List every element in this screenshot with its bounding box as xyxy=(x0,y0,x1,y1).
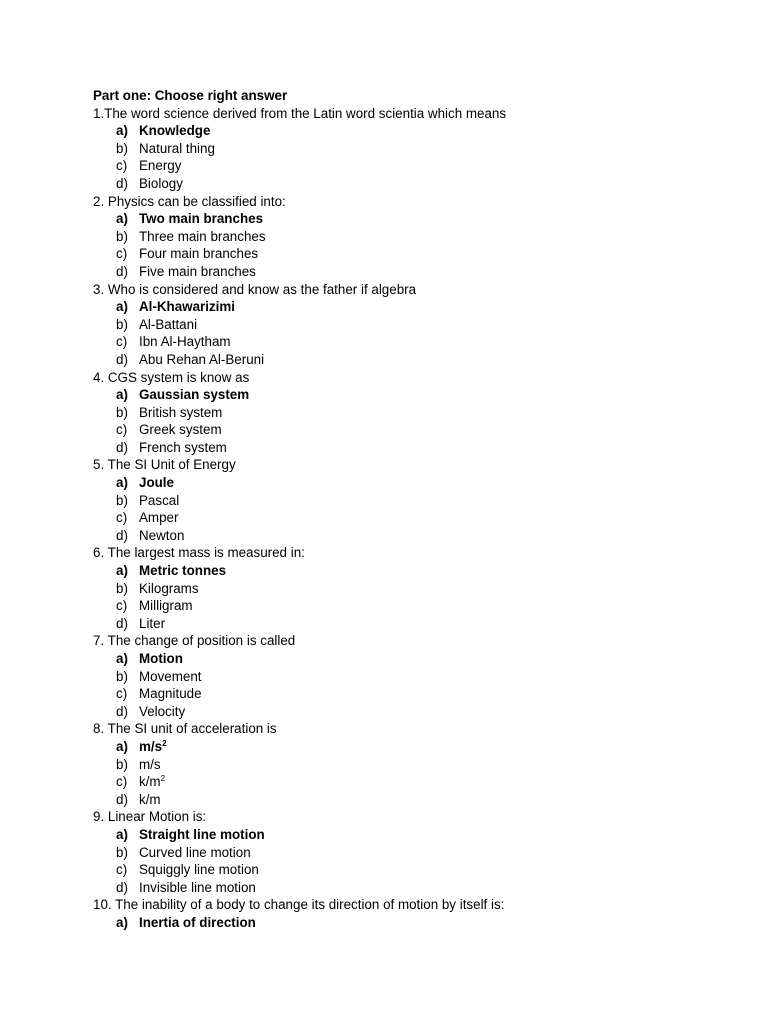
option-letter: c) xyxy=(116,598,128,614)
option-text: Velocity xyxy=(139,703,186,719)
option-letter: a) xyxy=(116,475,128,491)
option-text: Joule xyxy=(139,475,174,491)
answer-option xyxy=(93,492,733,510)
option-letter: a) xyxy=(116,211,128,227)
option-text: Milligram xyxy=(139,598,193,614)
answer-option xyxy=(93,756,733,774)
answer-option xyxy=(93,773,733,791)
option-letter: a) xyxy=(116,299,128,315)
answer-option-correct xyxy=(93,738,733,756)
option-letter: c) xyxy=(116,334,128,350)
option-text: Newton xyxy=(139,527,185,543)
option-text: Metric tonnes xyxy=(139,563,227,579)
option-text: Abu Rehan Al-Beruni xyxy=(139,351,265,367)
question-list xyxy=(93,105,733,932)
question-text: 7. The change of position is called xyxy=(93,633,296,649)
option-letter: d) xyxy=(116,879,128,895)
option-text: Pascal xyxy=(139,492,180,508)
section-heading: Part one: Choose right answer xyxy=(93,88,288,103)
answer-option xyxy=(93,685,733,703)
answer-option xyxy=(93,157,733,175)
option-text: Ibn Al-Haytham xyxy=(139,334,231,350)
answer-option xyxy=(93,333,733,351)
option-text: Kilograms xyxy=(139,580,199,596)
option-letter: a) xyxy=(116,123,128,139)
option-letter: d) xyxy=(116,175,128,191)
option-text: Movement xyxy=(139,668,202,684)
option-letter: b) xyxy=(116,140,128,156)
option-text: Knowledge xyxy=(139,123,211,139)
option-letter: d) xyxy=(116,263,128,279)
option-text: Two main branches xyxy=(139,211,264,227)
answer-option xyxy=(93,527,733,545)
option-text: Gaussian system xyxy=(139,387,250,403)
answer-option-correct xyxy=(93,562,733,580)
option-letter: c) xyxy=(116,774,128,790)
question-text: 2. Physics can be classified into: xyxy=(93,193,286,209)
option-text: Inertia of direction xyxy=(139,914,256,930)
option-text: k/m xyxy=(139,774,161,790)
answer-option-correct xyxy=(93,210,733,228)
option-letter: a) xyxy=(116,914,128,930)
option-superscript: 2 xyxy=(162,738,167,748)
option-letter: b) xyxy=(116,756,128,772)
option-text: Five main branches xyxy=(139,263,256,279)
answer-option xyxy=(93,421,733,439)
option-text: Greek system xyxy=(139,422,222,438)
option-text: Natural thing xyxy=(139,140,215,156)
option-letter: d) xyxy=(116,615,128,631)
answer-option xyxy=(93,509,733,527)
answer-option xyxy=(93,404,733,422)
option-text: Magnitude xyxy=(139,686,202,702)
option-text: Al-Khawarizimi xyxy=(139,299,235,315)
answer-option xyxy=(93,844,733,862)
answer-option xyxy=(93,615,733,633)
option-letter: b) xyxy=(116,404,128,420)
question-text: 5. The SI Unit of Energy xyxy=(93,457,236,473)
answer-option xyxy=(93,791,733,809)
answer-option xyxy=(93,228,733,246)
option-letter: c) xyxy=(116,510,128,526)
option-letter: a) xyxy=(116,387,128,403)
option-letter: c) xyxy=(116,422,128,438)
option-letter: b) xyxy=(116,668,128,684)
option-letter: b) xyxy=(116,316,128,332)
option-letter: a) xyxy=(116,826,128,842)
question-text: 6. The largest mass is measured in: xyxy=(93,545,305,561)
answer-option xyxy=(93,316,733,334)
answer-option xyxy=(93,140,733,158)
option-letter: c) xyxy=(116,686,128,702)
answer-option xyxy=(93,703,733,721)
option-text: Three main branches xyxy=(139,228,266,244)
option-letter: a) xyxy=(116,563,128,579)
option-text: Straight line motion xyxy=(139,826,265,842)
option-letter: d) xyxy=(116,351,128,367)
option-text: Energy xyxy=(139,158,182,174)
option-text: British system xyxy=(139,404,223,420)
option-text: Biology xyxy=(139,175,183,191)
question-text: 4. CGS system is know as xyxy=(93,369,250,385)
option-letter: c) xyxy=(116,862,128,878)
option-letter: d) xyxy=(116,527,128,543)
answer-option xyxy=(93,351,733,369)
option-text: m/s xyxy=(139,756,161,772)
answer-option xyxy=(93,879,733,897)
option-letter: a) xyxy=(116,738,128,754)
option-text: Squiggly line motion xyxy=(139,862,259,878)
option-letter: c) xyxy=(116,158,128,174)
option-letter: a) xyxy=(116,651,128,666)
document-content xyxy=(93,87,733,932)
option-text: Al-Battani xyxy=(139,316,198,332)
option-text: Curved line motion xyxy=(139,844,251,860)
answer-option-correct xyxy=(93,122,733,140)
question-text: 3. Who is considered and know as the father if algebra xyxy=(93,281,417,297)
option-letter: b) xyxy=(116,228,128,244)
question-text: 8. The SI unit of acceleration is xyxy=(93,721,277,737)
answer-option xyxy=(93,580,733,598)
option-letter: c) xyxy=(116,246,128,262)
answer-option xyxy=(93,861,733,879)
question-text: 9. Linear Motion is: xyxy=(93,809,207,825)
answer-option xyxy=(93,245,733,263)
option-text: Four main branches xyxy=(139,246,259,262)
question-text: 10. The inability of a body to change its direction of motion by itself is: xyxy=(93,897,505,913)
answer-option xyxy=(93,263,733,281)
answer-option-correct xyxy=(93,914,733,932)
answer-option xyxy=(93,597,733,615)
answer-option-correct xyxy=(93,826,733,844)
answer-option-correct xyxy=(93,650,733,668)
option-letter: b) xyxy=(116,580,128,596)
option-text: Liter xyxy=(139,615,166,631)
option-text: Invisible line motion xyxy=(139,879,256,895)
answer-option-correct xyxy=(93,298,733,316)
option-text: k/m xyxy=(139,791,161,807)
answer-option-correct xyxy=(93,386,733,404)
option-letter: b) xyxy=(116,492,128,508)
option-text: Amper xyxy=(139,510,179,526)
option-letter: d) xyxy=(116,439,128,455)
option-letter: d) xyxy=(116,791,128,807)
answer-option xyxy=(93,175,733,193)
question-text: 1.The word science derived from the Latin word scientia which means xyxy=(93,105,507,121)
answer-option xyxy=(93,439,733,457)
option-text: French system xyxy=(139,439,227,455)
answer-option xyxy=(93,668,733,686)
option-letter: b) xyxy=(116,844,128,860)
option-superscript: 2 xyxy=(160,774,166,784)
option-text: m/s xyxy=(139,738,163,754)
answer-option-correct xyxy=(93,474,733,492)
option-text: Motion xyxy=(139,651,183,666)
option-letter: d) xyxy=(116,703,128,719)
